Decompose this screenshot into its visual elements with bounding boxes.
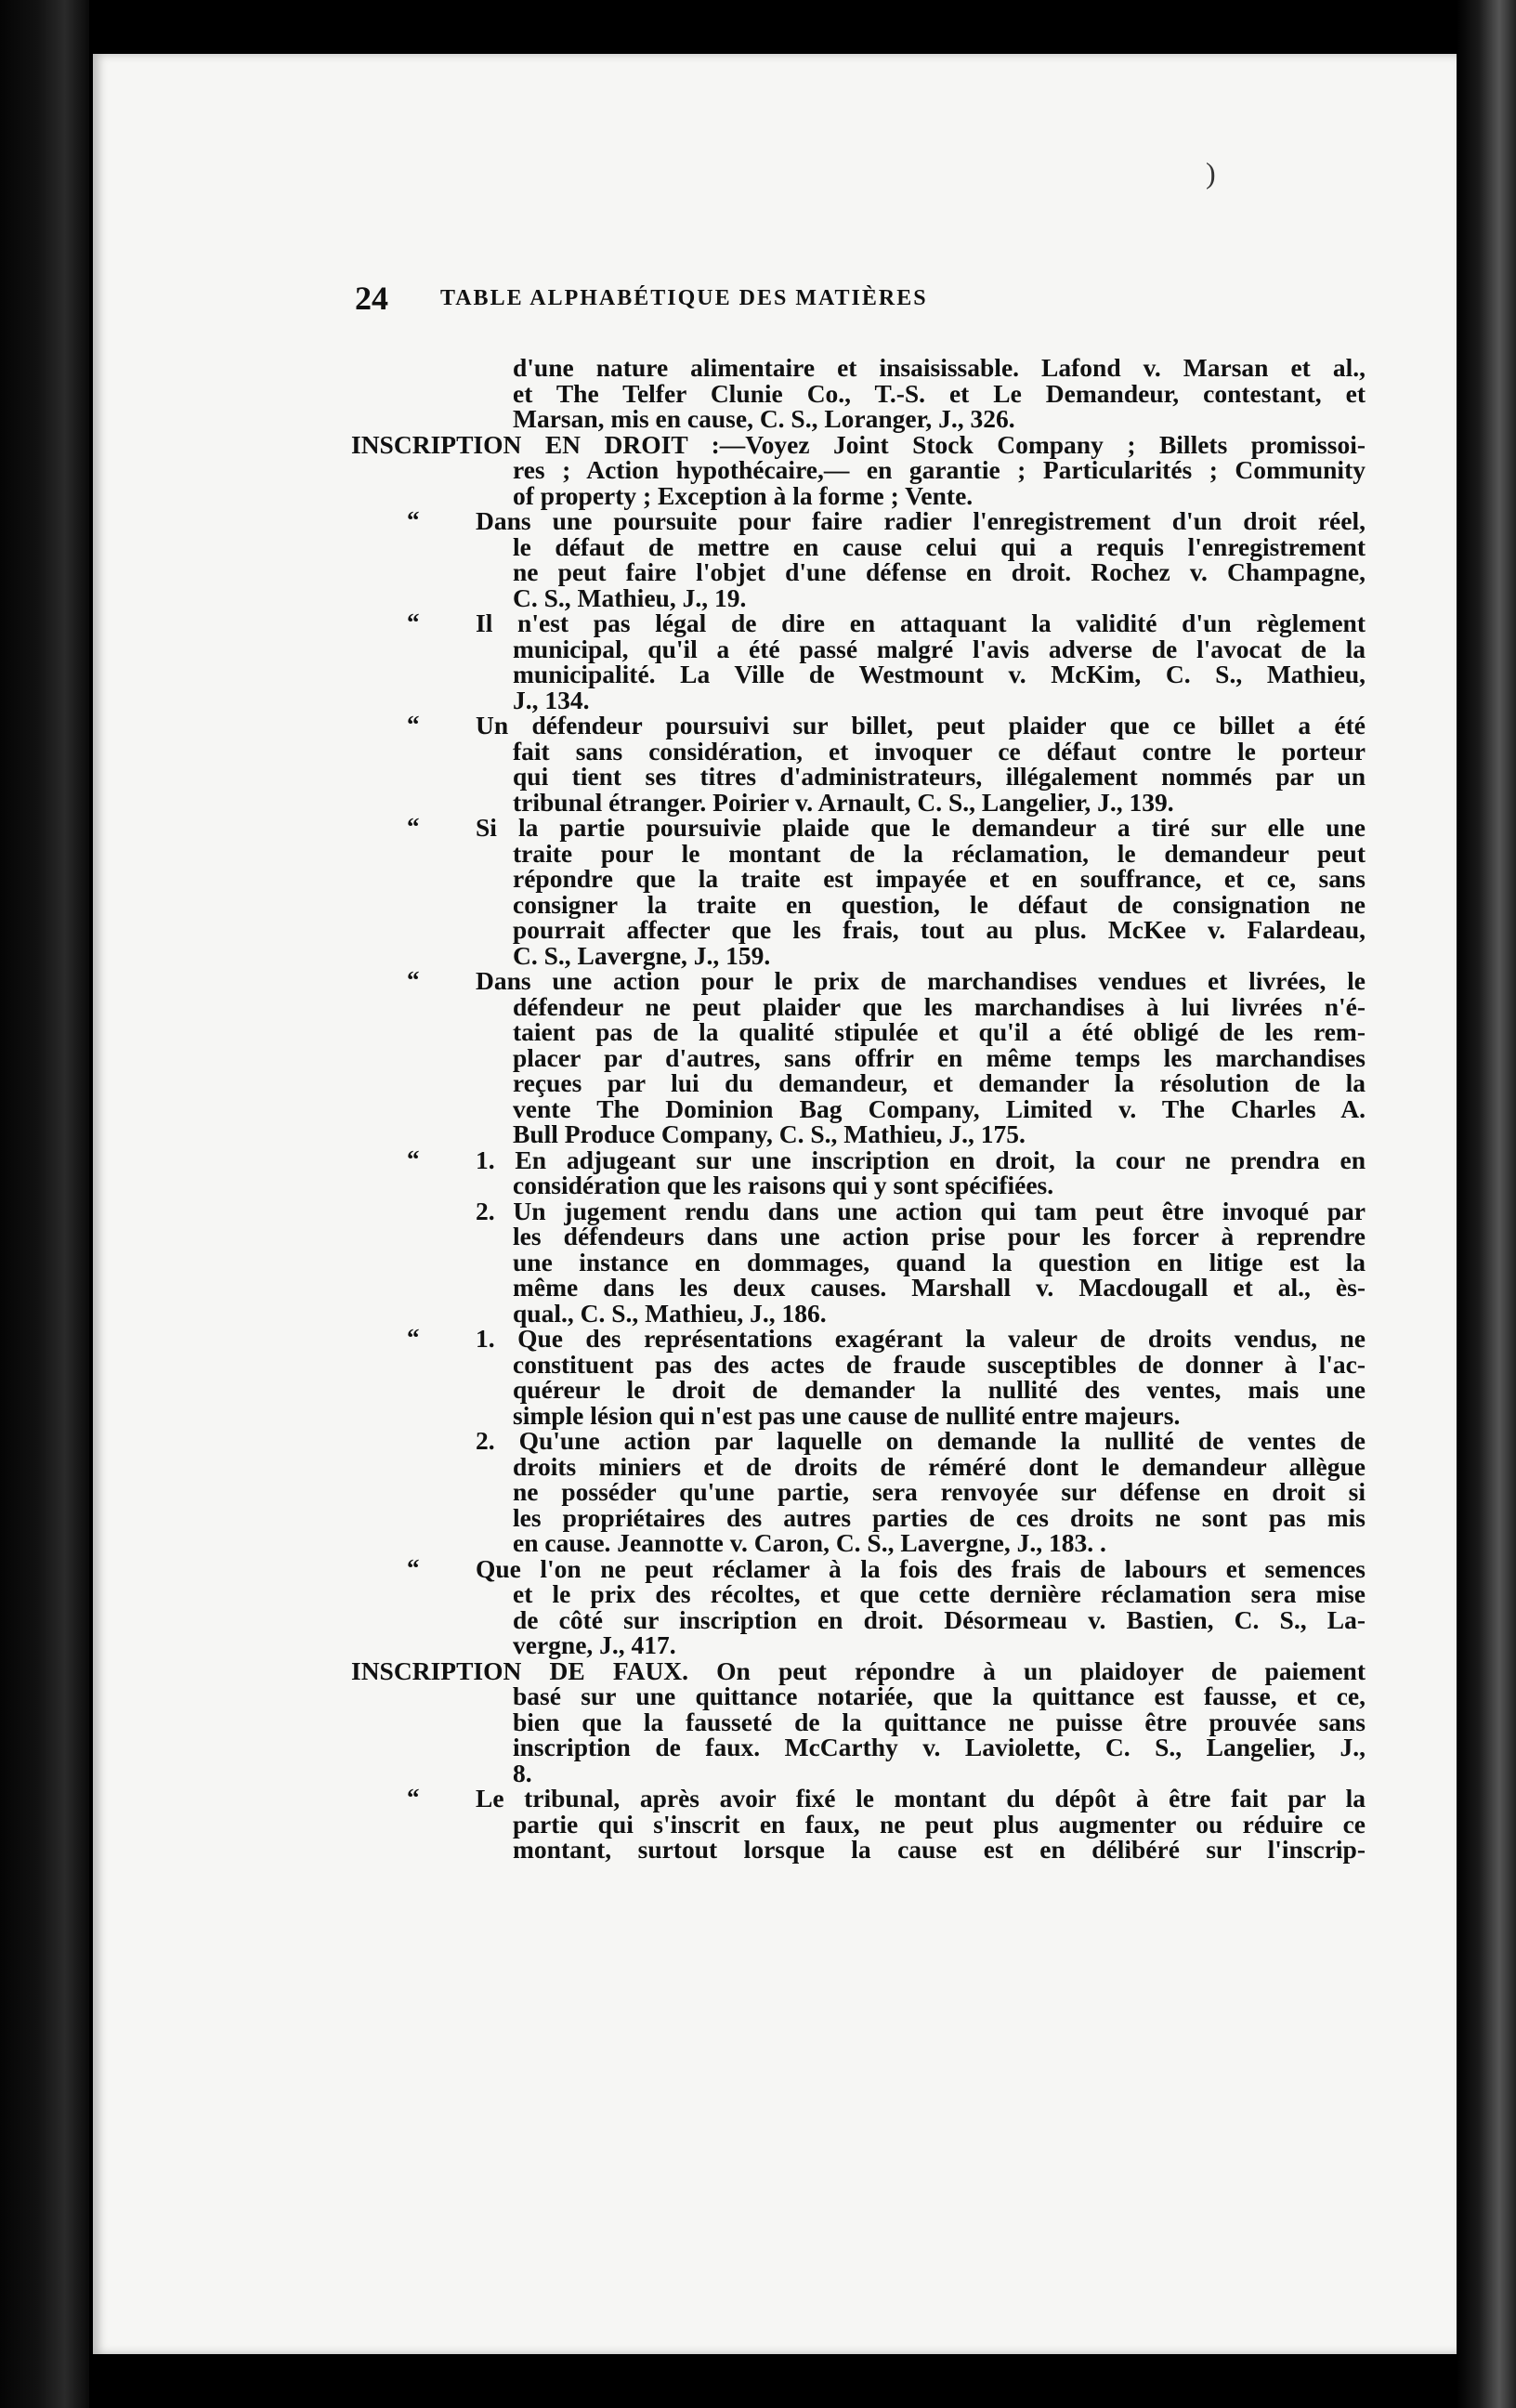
text-line: vente The Dominion Bag Company, Limited v. The Charles A. [513, 1093, 1366, 1123]
entry-item [351, 968, 1366, 1147]
text-line: fait sans considération, et invoquer ce défaut contre le porteur [513, 736, 1366, 766]
text-line: le défaut de mettre en cause celui qui a requis l'enregistrement [513, 531, 1366, 561]
text-line: simple lésion qui n'est pas une cause de nullité entre majeurs. [513, 1400, 1181, 1430]
stray-mark: ) [1206, 156, 1216, 190]
page-number: 24 [355, 280, 388, 317]
entry-item [351, 1553, 1366, 1659]
text-line: Un défendeur poursuivi sur billet, peut plaider que ce billet a été [476, 711, 1366, 739]
ditto-mark: “ [407, 966, 420, 994]
text-line: municipalité. La Ville de Westmount v. McKim, C. S., Mathieu, [513, 660, 1366, 688]
entry-item [351, 713, 1366, 815]
text-line: défendeur ne peut plaider que les marchandises à lui livrées n'é- [513, 991, 1366, 1021]
text-line: 1. Que des représentations exagérant la valeur de droits vendus, ne [476, 1324, 1366, 1353]
text-line: et The Telfer Clunie Co., T.-S. et Le Demandeur, contestant, et [513, 378, 1366, 408]
text-line: of property ; Exception à la forme ; Vente. [513, 480, 974, 510]
text-line: basé sur une quittance notariée, que la quittance est fausse, et ce, [513, 1682, 1366, 1710]
text-line: montant, surtout lorsque la cause est en délibéré sur l'inscrip- [513, 1835, 1366, 1864]
text-line: municipal, qu'il a été passé malgré l'avis adverse de l'avocat de la [513, 634, 1366, 663]
text-line: qual., C. S., Mathieu, J., 186. [513, 1298, 827, 1328]
ditto-mark: “ [407, 711, 420, 739]
text-line: d'une nature alimentaire et insaisissable. Lafond v. Marsan et al., [513, 353, 1366, 382]
text-line: vergne, J., 417. [513, 1630, 676, 1659]
text-line: consigner la traite en question, le défaut de consignation ne [513, 889, 1366, 919]
text-line: Bull Produce Company, C. S., Mathieu, J., 175. [513, 1119, 1026, 1148]
text-line: placer par d'autres, sans offrir en même temps les marchandises [513, 1042, 1366, 1072]
ditto-mark: “ [407, 1784, 420, 1812]
text-line: même dans les deux causes. Marshall v. Macdougall et al., ès- [513, 1273, 1366, 1302]
ditto-mark: “ [407, 1553, 420, 1582]
text-line: Si la partie poursuivie plaide que le demandeur a tiré sur elle une [476, 813, 1366, 842]
ditto-mark: “ [407, 1324, 420, 1352]
entry-item [351, 1786, 1366, 1863]
entry-item [351, 815, 1366, 968]
entry-item [351, 1326, 1366, 1556]
text-line: partie qui s'inscrit en faux, ne peut plus augmenter ou réduire ce [513, 1809, 1366, 1839]
text-line: qui tient ses titres d'administrateurs, illégalement nommés par un [513, 762, 1366, 791]
text-line: 2. Qu'une action par laquelle on demande la nullité de ventes de [476, 1426, 1366, 1455]
text-line: C. S., Mathieu, J., 19. [513, 582, 747, 612]
text-line: J., 134. [513, 685, 590, 714]
text-line: Le tribunal, après avoir fixé le montant du dépôt à être fait par la [476, 1784, 1366, 1813]
text-line: Dans une action pour le prix de marchandises vendues et livrées, le [476, 966, 1366, 995]
text-line: Que l'on ne peut réclamer à la fois des frais de labours et semences [476, 1553, 1366, 1583]
text-line: res ; Action hypothécaire,— en garantie ; Particularités ; Community [513, 455, 1366, 484]
text-line: ne posséder qu'une partie, sera renvoyée sur défense en droit si [513, 1477, 1366, 1506]
index-content [351, 355, 1366, 1863]
text-line: les défendeurs dans une action prise pour les forcer à reprendre [513, 1222, 1366, 1250]
text-line: droits miniers et de droits de réméré dont le demandeur allègue [513, 1451, 1366, 1481]
text-line: les propriétaires des autres parties de ces droits ne sont pas mis [513, 1502, 1366, 1532]
text-line: Marsan, mis en cause, C. S., Loranger, J., 326. [513, 404, 1015, 433]
entry-item [351, 1147, 1366, 1327]
entry-inscription-de-faux [351, 1658, 1366, 1786]
entry-item [351, 610, 1366, 713]
ditto-mark: “ [407, 813, 420, 841]
text-line: traite pour le montant de la réclamation, le demandeur peut [513, 838, 1366, 868]
text-line: C. S., Lavergne, J., 159. [513, 940, 771, 970]
scan-left-edge [0, 0, 89, 2408]
entry-continuation [351, 355, 1366, 432]
entry-inscription-en-droit [351, 429, 1366, 510]
ditto-mark: “ [407, 1145, 420, 1173]
text-line: considération que les raisons qui y sont spécifiées. [513, 1171, 1054, 1199]
text-line: quéreur le droit de demander la nullité des ventes, mais une [513, 1375, 1366, 1404]
text-line: ne peut faire l'objet d'une défense en droit. Rochez v. Champagne, [513, 557, 1366, 586]
text-line: une instance en dommages, quand la question en litige est la [513, 1247, 1366, 1276]
entry-item [351, 508, 1366, 610]
text-line: et le prix des récoltes, et que cette dernière réclamation sera mise [513, 1579, 1366, 1608]
text-line: inscription de faux. McCarthy v. Laviolette, C. S., Langelier, J., [513, 1733, 1366, 1761]
text-line: Il n'est pas légal de dire en attaquant la validité d'un règlement [476, 609, 1366, 637]
text-line: de côté sur inscription en droit. Désormeau v. Bastien, C. S., La- [513, 1604, 1366, 1634]
text-line: taient pas de la qualité stipulée et qu'il a été obligé de les rem- [513, 1017, 1366, 1046]
text-line: 2. Un jugement rendu dans une action qui tam peut être invoqué par [476, 1196, 1366, 1225]
page-header [355, 279, 1191, 316]
text-line: reçues par lui du demandeur, et demander la résolution de la [513, 1068, 1366, 1097]
text-line: 8. [513, 1758, 532, 1787]
text-line: INSCRIPTION EN DROIT :—Voyez Joint Stock Company ; Billets promissoi- [351, 429, 1366, 459]
text-line: en cause. Jeannotte v. Caron, C. S., Lavergne, J., 183. . [513, 1528, 1106, 1557]
text-line: INSCRIPTION DE FAUX. On peut répondre à un plaidoyer de paiement [351, 1656, 1366, 1685]
ditto-mark: “ [407, 609, 420, 636]
text-line: répondre que la traite est impayée et en souffrance, et ce, sans [513, 864, 1366, 893]
text-line: bien que la fausseté de la quittance ne puisse être prouvée sans [513, 1707, 1366, 1736]
running-title: TABLE ALPHABÉTIQUE DES MATIÈRES [440, 286, 928, 310]
ditto-mark: “ [407, 506, 420, 534]
text-line: pourrait affecter que les frais, tout au plus. McKee v. Falardeau, [513, 915, 1366, 944]
text-line: constituent pas des actes de fraude susceptibles de donner à l'ac- [513, 1349, 1366, 1379]
text-line: 1. En adjugeant sur une inscription en droit, la cour ne prendra en [476, 1145, 1366, 1174]
text-line: Dans une poursuite pour faire radier l'enregistrement d'un droit réel, [476, 506, 1366, 535]
scan-right-edge [1457, 0, 1516, 2408]
text-line: tribunal étranger. Poirier v. Arnault, C. S., Langelier, J., 139. [513, 787, 1174, 817]
